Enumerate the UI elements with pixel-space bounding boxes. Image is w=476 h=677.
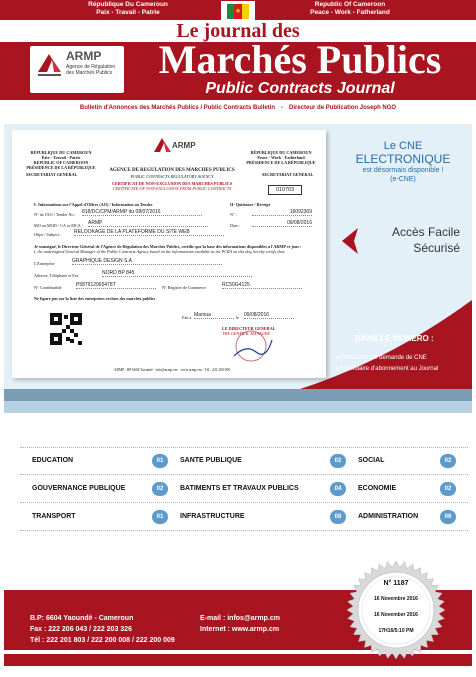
index-count: 01 (152, 454, 168, 468)
cert-le-label: le (236, 315, 240, 320)
cert-contrib-label: N° Contribuable (34, 285, 62, 290)
cert-rep-left-2: Paix - Travail - Patrie (41, 155, 81, 160)
cert-rc-label: N° Registre de Commerce (162, 285, 207, 290)
armp-logo (30, 46, 124, 93)
index-divider (20, 474, 468, 475)
motto-fr-line: Paix - Travail - Patrie (96, 8, 160, 16)
cert-rep-left (26, 150, 96, 170)
panel-strip (4, 401, 472, 413)
certificate-image (12, 130, 326, 378)
promo-line-4: (e-CNE) (390, 176, 416, 183)
index-count: 02 (152, 482, 168, 496)
index-divider (20, 530, 468, 531)
cert-address-value: NORD BP 845 (102, 270, 252, 277)
acces-line-1: Accès Facile (391, 225, 460, 239)
cert-signatory-en: THE GENERAL MANAGER (222, 331, 270, 336)
cert-rep-right (246, 150, 316, 165)
cert-objet-label: Objet / Subject : (34, 232, 62, 237)
cert-rep-right-2: Peace - Work - Fatherland (257, 155, 305, 160)
cert-agency-en: PUBLIC CONTRACTS REGULATORY AGENCY (130, 174, 214, 179)
promo-line-1: Le CNE (383, 140, 423, 152)
cert-contrib-value: P587912965478T (76, 282, 156, 289)
cert-signatory: LE DIRECTEUR GENERAL (222, 326, 276, 331)
chevron-left-icon (338, 226, 360, 256)
cert-title: CERTIFICAT DE NON-EXCLUSION DES MARCHES PUBLICS (111, 181, 233, 186)
index-count: 01 (152, 510, 168, 524)
acces-text (364, 224, 460, 256)
cert-armp-logo-icon (152, 136, 196, 156)
promo-list-item: ● Formulaire de demande de CNE (336, 353, 468, 364)
index-row (24, 509, 464, 525)
index-count: 08 (330, 510, 346, 524)
index-item-transport[interactable]: TRANSPORT (32, 513, 76, 520)
motto-en-line: Peace - Work - Fatherland (310, 8, 390, 16)
main-title: Marchés Publics (158, 37, 442, 82)
panel-bottom-bar (4, 389, 472, 401)
index-divider (20, 502, 468, 503)
cert-address-label: Adresse, Téléphone et Fax (34, 273, 79, 278)
armp-emblem-icon (35, 50, 65, 80)
cert-quittance-label: II- Quittance / Receipt (230, 202, 271, 207)
cert-agency: AGENCE DE REGULATION DES MARCHES PUBLICS (109, 168, 235, 173)
index-item-sante[interactable]: SANTE PUBLIQUE (180, 457, 242, 464)
seal-date-fr: 16 Novembre 2016 (374, 596, 418, 602)
cert-sec-left: SECRETARIAT GENERAL (26, 172, 78, 177)
cert-title-en: CERTIFICATE OF NON-EXCLUSION FROM PUBLIC CONTRACTS (112, 186, 232, 191)
qr-code-icon (50, 313, 82, 345)
promo-line-3: est désormais disponible ! (362, 167, 444, 174)
cert-objet-value: RELOOKAGE DE LA PLATEFORME DU SITE WEB (74, 229, 224, 236)
cert-rep-left-4: PRÉSIDENCE DE LA RÉPUBLIQUE (26, 165, 96, 170)
bulletin-line (0, 101, 476, 115)
cert-rep-left-1: RÉPUBLIQUE DU CAMEROUN (30, 150, 92, 155)
index-item-education[interactable]: EDUCATION (32, 457, 74, 464)
cert-company-label: L'Entreprise (34, 261, 55, 266)
cert-le-value: 09/08/2016 (244, 312, 294, 319)
index-row (24, 481, 464, 497)
cert-sec-right: SECRETARIAT GENERAL (262, 172, 314, 177)
index-item-administration[interactable]: ADMINISTRATION (358, 513, 419, 520)
logo-subtitle: Agence de Régulation des Marchés Publics (66, 64, 116, 76)
index-count: 04 (330, 482, 346, 496)
index-item-gouvernance[interactable]: GOUVERNANCE PUBLIQUE (32, 485, 126, 492)
promo-line-2: ELECTRONIQUE (355, 152, 451, 166)
cert-mo-value: ARMP (88, 220, 208, 227)
promo-list (336, 353, 468, 375)
index-count: 02 (440, 454, 456, 468)
seal-badge-icon (346, 560, 446, 660)
cert-ao-label: N° de l'AO / Tender No : (34, 212, 76, 217)
cert-mo-label: MO ou MOD / CA or MCA : (34, 223, 83, 228)
cert-section1: I- Informations sur l'Appel d'Offres (AO) / Information on Tender (34, 202, 153, 207)
cert-ao-value: 818/DC/CPM/ARMP du 08/07/2016 (82, 209, 202, 216)
index-count: 02 (440, 482, 456, 496)
journal-title: Le journal des (176, 20, 300, 42)
index-item-infrastructure[interactable]: INFRASTRUCTURE (180, 513, 245, 520)
footer-internet[interactable]: Internet : www.armp.cm (200, 626, 280, 633)
seal-date-en: 16 November 2016 (374, 612, 418, 618)
bulletin-separator: - (281, 105, 284, 111)
svg-text:ARMP: ARMP (172, 141, 196, 150)
cert-date-value: 09/08/2016 (252, 220, 312, 227)
cert-number: 010703 (268, 185, 302, 195)
seal-number: N° 1187 (383, 580, 409, 587)
index-row (24, 453, 464, 469)
cert-n-label: N° : (230, 212, 237, 217)
issue-seal (346, 560, 446, 660)
cert-fait-value: Maroua (194, 312, 234, 319)
section-index (24, 440, 464, 540)
cert-date-label: Date : (230, 223, 241, 228)
e-cne-promo (340, 140, 466, 184)
cert-rc-value: RC50G4125 (222, 282, 302, 289)
republic-en (290, 1, 410, 16)
republic-en-line: Republic Of Cameroon (314, 1, 386, 8)
acces-line-2: Sécurisé (413, 241, 460, 255)
footer-email[interactable]: E-mail : infos@armp.cm (200, 615, 280, 622)
footer-fax: Fax : 222 206 043 / 222 203 326 (30, 626, 132, 633)
footer-bp: B.P: 6604 Yaoundé - Cameroun (30, 615, 134, 622)
cert-footer: ARMP - BP 6604 Yaoundé - info@armp.cm - www.armp.cm - Tél : 222 200 009 (113, 368, 231, 372)
cameroon-flag-icon: ★ (227, 4, 249, 19)
director-text: Directeur de Publication Joseph NGO (289, 105, 397, 111)
index-count: 09 (440, 510, 456, 524)
sub-title: Public Contracts Journal (205, 80, 395, 97)
cert-rep-right-3: PRÉSIDENCE DE LA RÉPUBLIQUE (246, 160, 316, 165)
republic-fr-line: République Du Cameroun (88, 1, 168, 8)
promo-list-item: ● Formulaire d'abonnement au Journal (336, 364, 468, 375)
cert-attest-en: I, the undersigned General Manager of the Public Contracts Agency based on the informations available at the PCRA on this day, hereby certify that: (34, 249, 286, 254)
logo-text: ARMP (66, 49, 102, 63)
cert-fait-label: Fait à (182, 315, 192, 320)
dans-ce-numero: DANS CE NUMERO : (355, 334, 434, 343)
index-item-batiments[interactable]: BATIMENTS ET TRAVAUX PUBLICS (180, 485, 299, 492)
footer-tel: Tél : 222 201 803 / 222 200 008 / 222 200 009 (30, 637, 175, 644)
cert-rep-right-1: RÉPUBLIQUE DU CAMEROUN (250, 150, 312, 155)
official-stamp-icon (226, 326, 276, 366)
index-count: 02 (330, 454, 346, 468)
cert-not-listed: Ne figure pas sur la liste des entreprises exclues des marchés publics (34, 296, 156, 301)
bulletin-text: Bulletin d'Annonces des Marchés Publics / Public Contracts Bulletin (79, 105, 276, 111)
cert-rep-left-3: REPUBLIC OF CAMEROON (33, 160, 89, 165)
cert-n-value: 16092369 (252, 209, 312, 216)
index-item-economie[interactable]: ECONOMIE (358, 485, 397, 492)
cert-company-value: GRAPHIQUE DESIGN S.A (72, 258, 222, 265)
index-divider (20, 447, 468, 448)
seal-time: 17H16/5:10 PM (378, 628, 414, 634)
republic-fr (68, 1, 188, 16)
cert-attest: Je soussigné, le Directeur Général de l'Agence de Régulation des Marchés Publics, certifie que la base des informations disponibles à l'ARMP ce jour : (34, 244, 302, 249)
index-item-social[interactable]: SOCIAL (358, 457, 385, 464)
